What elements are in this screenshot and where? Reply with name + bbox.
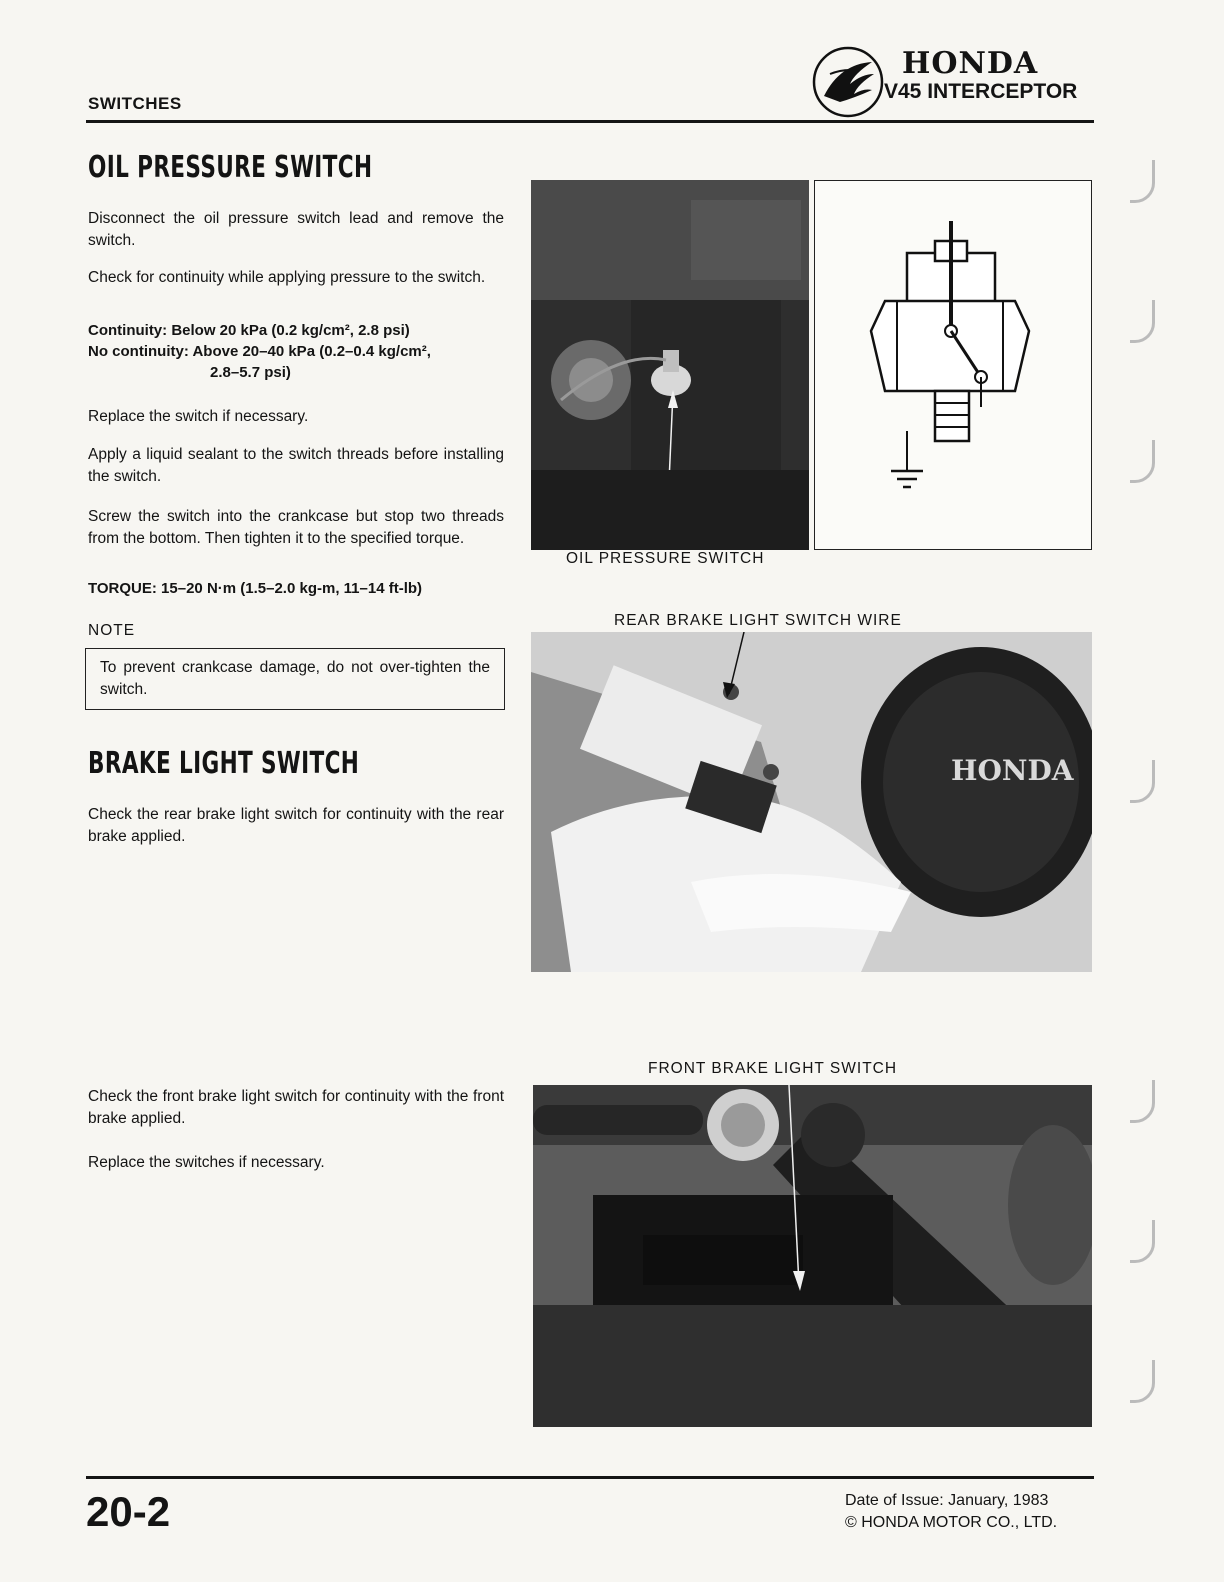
brand-name: HONDA	[902, 46, 1039, 81]
binder-mark	[1130, 1220, 1155, 1263]
torque-spec: TORQUE: 15–20 N·m (1.5–2.0 kg-m, 11–14 ft-lb)	[88, 580, 423, 597]
rear-brake-switch-photo	[531, 632, 1092, 972]
binder-mark	[1130, 160, 1155, 203]
oil-paragraph-2: Check for continuity while applying pressure to the switch.	[88, 269, 486, 286]
page-number: 20-2	[86, 1488, 171, 1535]
oil-switch-diagram	[814, 180, 1092, 550]
oil-pressure-switch-photo	[531, 180, 809, 550]
section-label: SWITCHES	[88, 94, 182, 113]
continuity-spec	[88, 320, 410, 342]
note-box	[85, 648, 505, 710]
oil-paragraph-4: Apply a liquid sealant to the switch threads before installing the switch.	[88, 446, 504, 485]
oil-paragraph-1: Disconnect the oil pressure switch lead and remove the switch.	[88, 210, 504, 249]
wing-emblem-icon	[810, 44, 890, 120]
binder-mark	[1130, 1080, 1155, 1123]
no-continuity-value-cont: 2.8–5.7 psi)	[210, 364, 291, 381]
brake-paragraph-3: Replace the switches if necessary.	[88, 1154, 325, 1171]
binder-mark	[1130, 300, 1155, 343]
note-label: NOTE	[88, 622, 136, 639]
brake-paragraph-2: Check the front brake light switch for continuity with the front brake applied.	[88, 1088, 504, 1127]
front-brake-switch-photo	[533, 1085, 1092, 1427]
issue-date: Date of Issue: January, 1983	[845, 1492, 1049, 1509]
front-brake-caption: FRONT BRAKE LIGHT SWITCH	[648, 1060, 898, 1077]
binder-mark	[1130, 760, 1155, 803]
note-text: To prevent crankcase damage, do not over-tighten the switch.	[100, 659, 490, 698]
header-divider	[86, 120, 1094, 123]
continuity-label: Continuity:	[88, 322, 168, 339]
no-continuity-label: No continuity:	[88, 343, 189, 360]
model-name: V45 INTERCEPTOR	[884, 80, 1078, 103]
binder-mark	[1130, 440, 1155, 483]
issue-info	[845, 1490, 1057, 1534]
oil-paragraph-3: Replace the switch if necessary.	[88, 408, 309, 425]
no-continuity-spec	[88, 341, 431, 363]
footer-divider	[86, 1476, 1094, 1479]
no-continuity-value: Above 20–40 kPa (0.2–0.4 kg/cm²,	[192, 343, 431, 360]
rear-brake-caption: REAR BRAKE LIGHT SWITCH WIRE	[614, 612, 902, 629]
copyright: © HONDA MOTOR CO., LTD.	[845, 1514, 1058, 1531]
cover-logo-text: HONDA	[951, 754, 1074, 787]
oil-switch-caption: OIL PRESSURE SWITCH	[566, 550, 765, 567]
continuity-value: Below 20 kPa (0.2 kg/cm², 2.8 psi)	[171, 322, 410, 339]
oil-section-title: OIL PRESSURE SWITCH	[88, 150, 373, 185]
binder-mark	[1130, 1360, 1155, 1403]
brake-section-title: BRAKE LIGHT SWITCH	[88, 746, 360, 781]
brake-paragraph-1: Check the rear brake light switch for continuity with the rear brake applied.	[88, 806, 504, 845]
oil-paragraph-5: Screw the switch into the crankcase but stop two threads from the bottom. Then tighten it to the specified torque.	[88, 508, 504, 547]
